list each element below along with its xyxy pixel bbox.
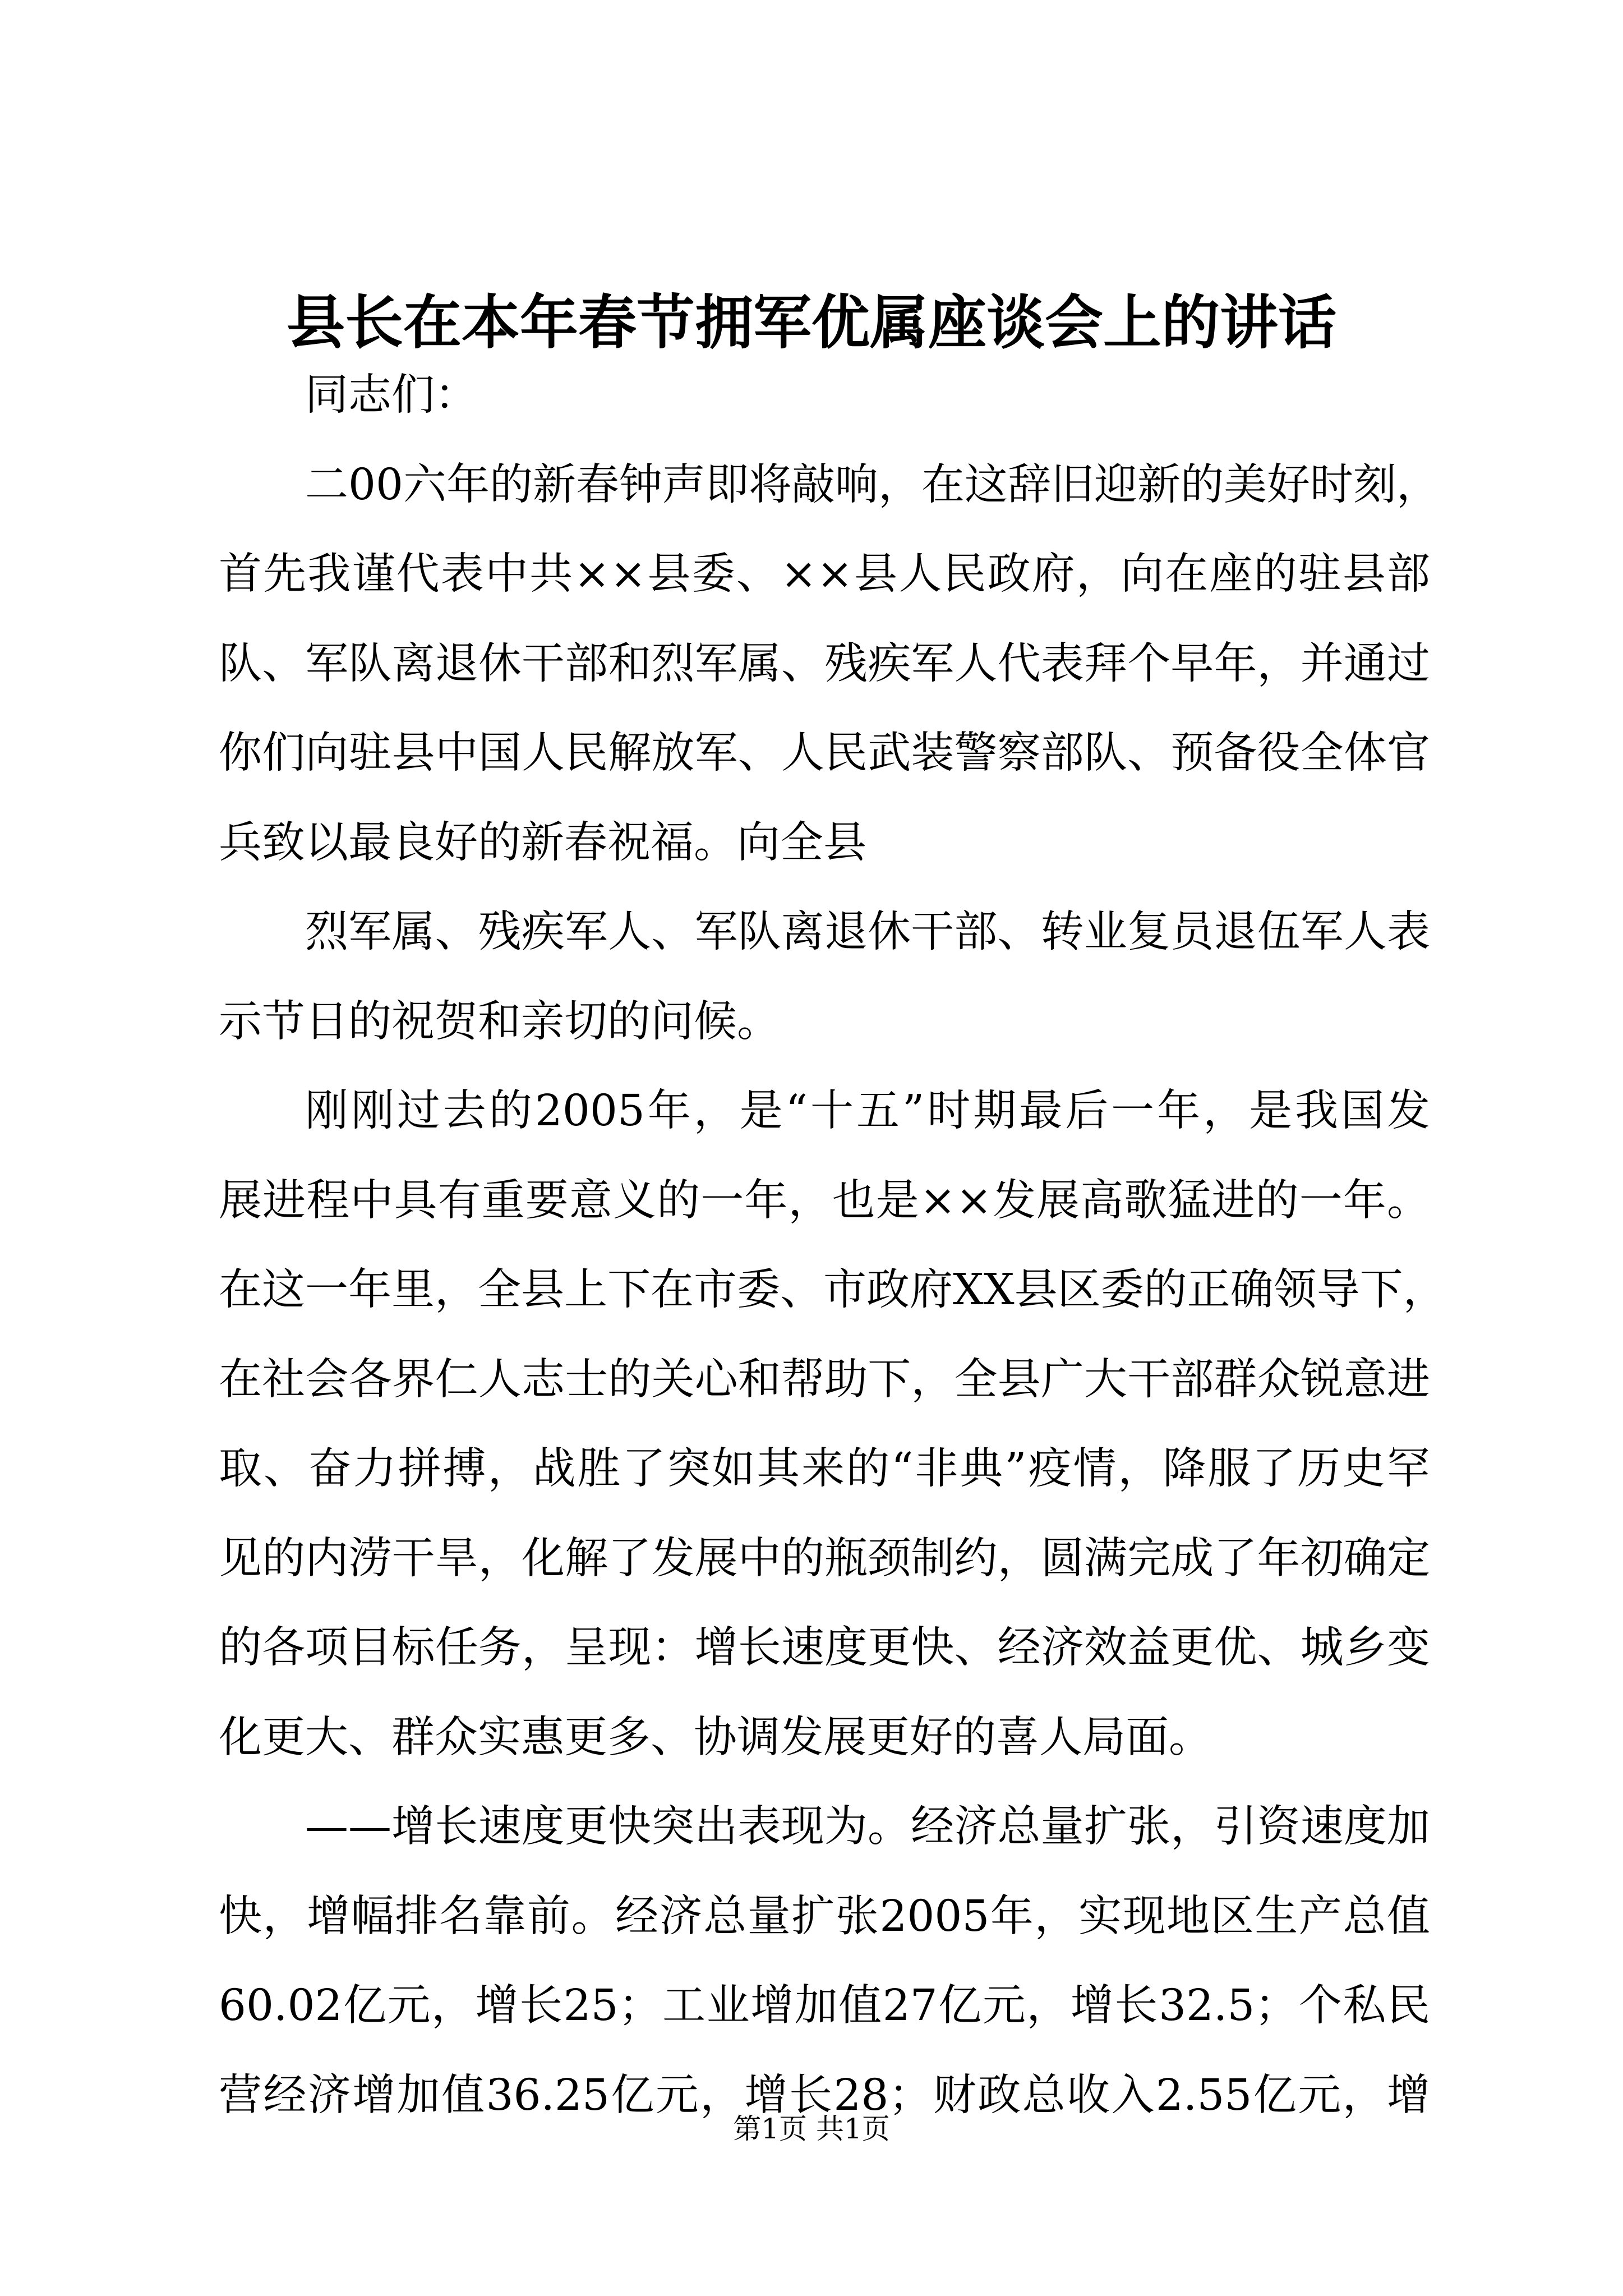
text-line: ——增长速度更快突出表现为。经济总量扩张，引资速度加 [305,1802,1430,1852]
text-line: 同志们： [305,370,478,420]
text-line: 取、奋力拼搏，战胜了突如其来的“非典”疫情，降服了历史罕 [219,1444,1430,1494]
text-line: 你们向驻县中国人民解放军、人民武装警察部队、预备役全体官 [219,728,1430,778]
text-line: 首先我谨代表中共××县委、××县人民政府，向在座的驻县部 [219,549,1430,599]
document-title: 县长在本年春节拥军优属座谈会上的讲话 [286,288,1336,357]
text-line: 二00六年的新春钟声即将敲响，在这辞旧迎新的美好时刻， [305,459,1440,510]
text-line: 刚刚过去的2005年，是“十五”时期最后一年，是我国发 [305,1086,1430,1136]
text-line: 烈军属、残疾军人、军队离退休干部、转业复员退伍军人表 [305,907,1430,957]
text-line: 的各项目标任务，呈现：增长速度更快、经济效益更优、城乡变 [219,1623,1430,1673]
text-line: 兵致以最良好的新春祝福。向全县 [219,817,866,868]
text-line: 见的内涝干旱，化解了发展中的瓶颈制约，圆满完成了年初确定 [219,1533,1430,1584]
text-line: 快，增幅排名靠前。经济总量扩张2005年，实现地区生产总值 [219,1891,1430,1941]
text-line: 在社会各界仁人志士的关心和帮助下，全县广大干部群众锐意进 [219,1354,1430,1405]
text-line: 示节日的祝贺和亲切的问候。 [219,996,780,1047]
text-line: 营经济增加值36.25亿元，增长28；财政总收入2.55亿元，增 [219,2070,1430,2120]
text-line: 在这一年里，全县上下在市委、市政府XX县区委的正确领导下， [219,1265,1446,1315]
text-line: 展进程中具有重要意义的一年，也是××发展高歌猛进的一年。 [219,1175,1430,1226]
text-line: 化更大、群众实惠更多、协调发展更好的喜人局面。 [219,1712,1212,1763]
text-line: 60.02亿元，增长25；工业增加值27亿元，增长32.5；个私民 [219,1981,1430,2031]
text-line: 队、军队离退休干部和烈军属、残疾军人代表拜个早年，并通过 [219,638,1430,689]
page-footer: 第1页 共1页 [733,2113,890,2145]
